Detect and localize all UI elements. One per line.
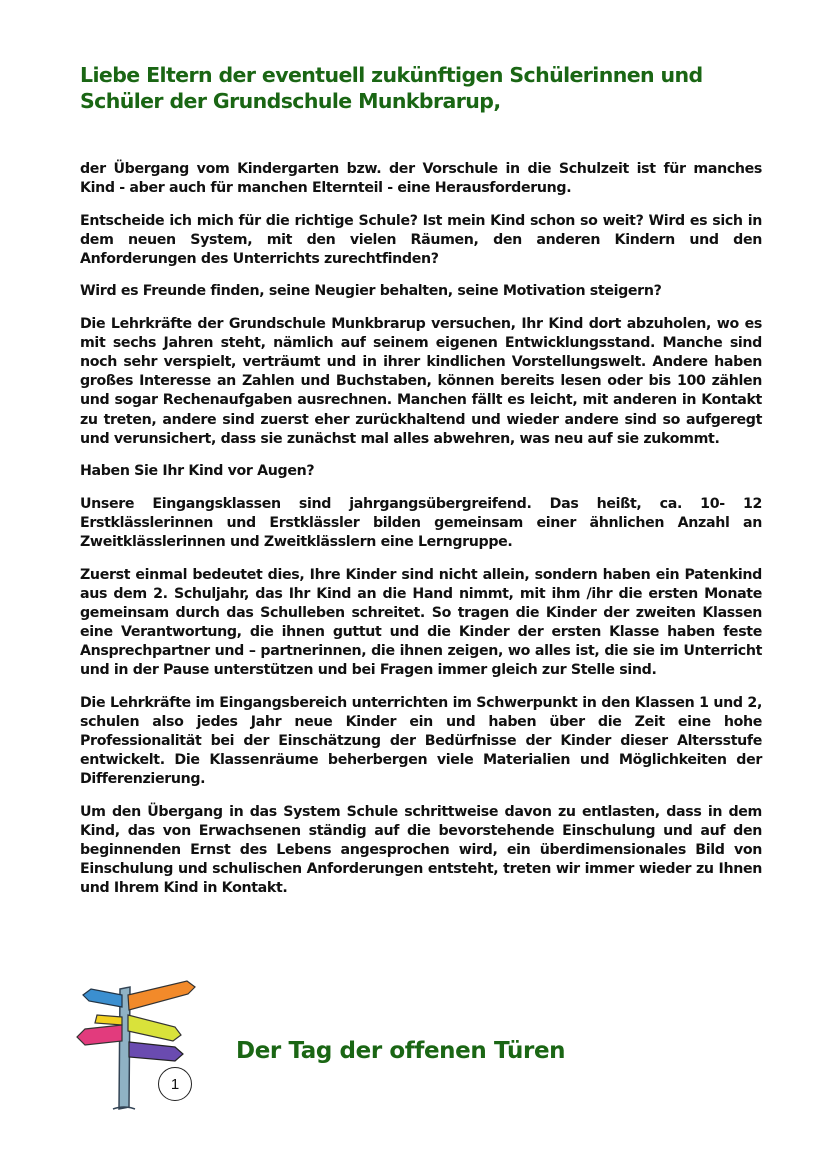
paragraph: Die Lehrkräfte im Eingangsbereich unterrichten im Schwerpunkt in den Klassen 1 und 2, schulen also jedes Jahr neue Kinder ein und haben über die Zeit eine hohe Professionalität bei der Einschätzung der Bedürfnisse der Kinder dieser Altersstufe entwickelt. Die Klassenräume beherbergen viele Materialien und Möglichkeiten der Differenzierung. (80, 694, 762, 788)
paragraph: Unsere Eingangsklassen sind jahrgangsübergreifend. Das heißt, ca. 10- 12 Erstklässlerinnen und Erstklässler bilden gemeinsam einer ähnlichen Anzahl an Zweitklässlerinnen und Zweitklässlern eine Lerngruppe. (80, 495, 762, 550)
salutation-line-2: Schüler der Grundschule Munkbrarup, (80, 89, 501, 113)
paragraph: Um den Übergang in das System Schule schrittweise davon zu entlasten, dass in dem Kind, das von Erwachsenen ständig auf die bevorstehende Einschulung und auf den beginnenden Ernst des Lebens angesprochen wird, ein überdimensionales Bild von Einschulung und schulischen Anforderungen entsteht, treten wir immer wieder zu Ihnen und Ihrem Kind in Kontakt. (80, 803, 762, 896)
letter-body (80, 160, 762, 912)
letter-salutation (80, 62, 740, 114)
paragraph: Entscheide ich mich für die richtige Schule? Ist mein Kind schon so weit? Wird es sich in dem neuen System, mit den vielen Räumen, den anderen Kindern und den Anforderungen des Unterrichts zurechtfinden? (80, 212, 762, 267)
paragraph: der Übergang vom Kindergarten bzw. der Vorschule in die Schulzeit ist für manches Kind - aber auch für manchen Elternteil - eine Herausforderung. (80, 161, 762, 197)
paragraph: Zuerst einmal bedeutet dies, Ihre Kinder sind nicht allein, sondern haben ein Patenkind aus dem 2. Schuljahr, das Ihr Kind an die Hand nimmt, mit ihm /ihr die ersten Monate gemeinsam durch das Schulleben schreitet. So tragen die Kinder der zweiten Klassen eine Verantwortung, die ihnen guttut und die Kinder der ersten Klasse haben feste Ansprechpartner und – partnerinnen, die ihnen zeigen, wo alles ist, die sie im Unterricht und in der Pause unterstützen und bei Fragen immer gleich zur Stelle sind. (80, 566, 762, 679)
paragraph: Wird es Freunde finden, seine Neugier behalten, seine Motivation steigern? (80, 283, 662, 300)
section-number-badge: 1 (158, 1067, 192, 1101)
paragraph: Haben Sie Ihr Kind vor Augen? (80, 463, 315, 480)
paragraph: Die Lehrkräfte der Grundschule Munkbrarup versuchen, Ihr Kind dort abzuholen, wo es mit sechs Jahren steht, nämlich auf seinem eigenen Entwicklungsstand. Manche sind noch sehr verspielt, verträumt und in ihrer kindlichen Vorstellungswelt. Andere haben großes Interesse an Zahlen und Buchstaben, können bereits lesen oder bis 100 zählen und sogar Rechenaufgaben ausrechnen. Manchen fällt es leicht, mit anderen in Kontakt zu treten, andere sind zuerst eher zurückhaltend und wieder andere sind so aufgeregt und verunsichert, dass sie zunächst mal alles abwehren, was neu auf sie zukommt. (80, 316, 762, 447)
section-heading: Der Tag der offenen Türen (236, 1038, 566, 1064)
salutation-line-1: Liebe Eltern der eventuell zukünftigen Schülerinnen und (80, 63, 703, 87)
